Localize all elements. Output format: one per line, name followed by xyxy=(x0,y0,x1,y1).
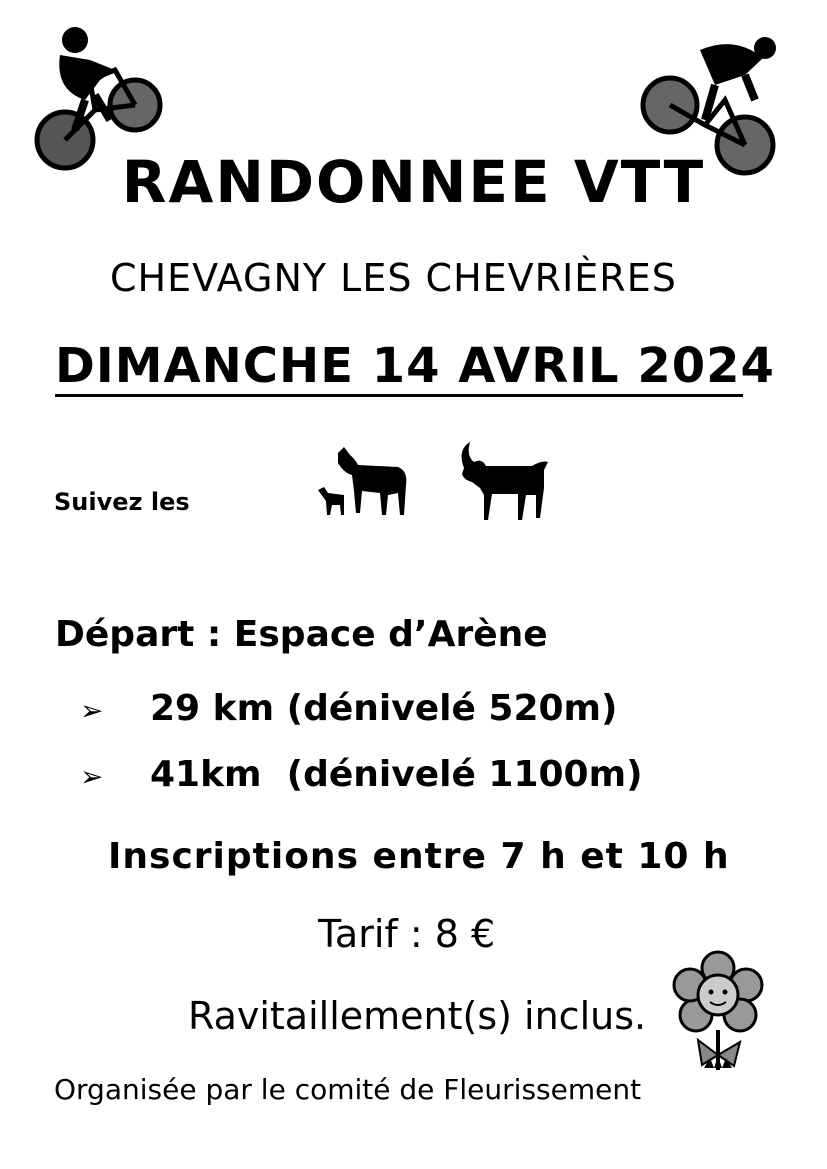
arrow-bullet-icon: ➢ xyxy=(80,693,104,727)
route-text: 29 km (dénivelé 520m) xyxy=(150,688,618,729)
route-item xyxy=(80,754,643,795)
departure-location: Départ : Espace d’Arène xyxy=(55,614,548,655)
billy-goat-icon xyxy=(452,440,557,525)
date-underline xyxy=(55,394,743,397)
goat-and-kid-icon xyxy=(310,445,415,520)
follow-label: Suivez les xyxy=(54,488,190,516)
organizer-credit: Organisée par le comité de Fleurissement xyxy=(54,1073,642,1106)
supplies-note: Ravitaillement(s) inclus. xyxy=(188,994,647,1038)
route-text: 41km (dénivelé 1100m) xyxy=(150,754,643,795)
price: Tarif : 8 € xyxy=(318,912,496,956)
event-date: DIMANCHE 14 AVRIL 2024 xyxy=(55,338,775,394)
flower-icon xyxy=(668,950,768,1075)
event-title: RANDONNEE VTT xyxy=(121,148,706,216)
village-name: CHEVAGNY LES CHEVRIÈRES xyxy=(110,256,677,300)
registration-hours: Inscriptions entre 7 h et 10 h xyxy=(108,836,730,877)
arrow-bullet-icon: ➢ xyxy=(80,759,104,793)
route-item xyxy=(80,688,618,729)
